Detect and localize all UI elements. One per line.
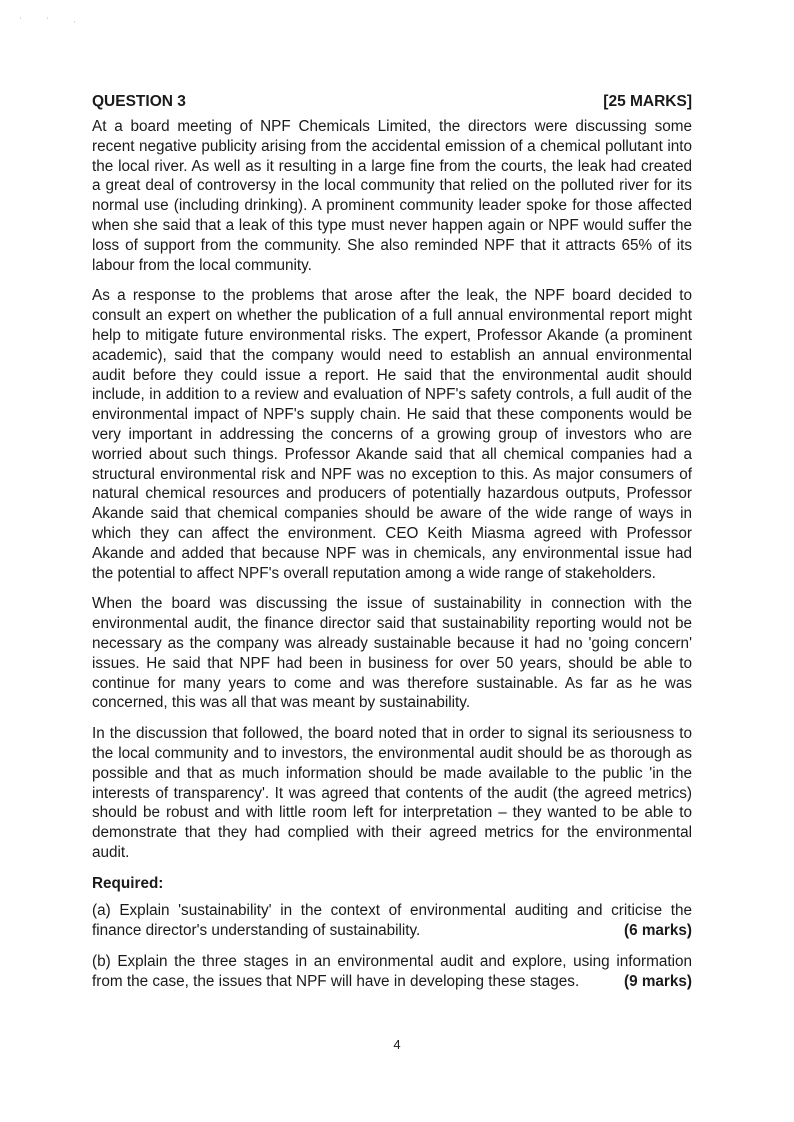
question-a-text: (a) Explain 'sustainability' in the context of environmental auditing and criticise the finance director's understanding of sustainability. <box>92 902 692 940</box>
question-b-marks: (9 marks) <box>623 972 692 990</box>
question-title: QUESTION 3 <box>92 93 186 110</box>
paragraph-4: In the discussion that followed, the board noted that in order to signal its seriousness to the local community and to investors, the environmental audit should be as thorough as possible and that as much information should be made available to the public 'in the interests of transparency'. It was agreed that contents of the audit (the agreed metrics) should be robust and with little room left for interpretation – they wanted to be able to demonstrate that they had complied with their agreed metrics for the environmental audit. <box>92 725 692 861</box>
question-marks: [25 MARKS] <box>603 93 692 110</box>
required-label: Required: <box>92 874 164 892</box>
question-a <box>92 901 692 941</box>
paragraph-2: As a response to the problems that arose after the leak, the NPF board decided to consult an expert on whether the publication of a full annual environmental report might help to mitigate future environmental risks. The expert, Professor Akande (a prominent academic), said that the company would need to establish an annual environmental audit before they could issue a report. He said that the environmental audit should include, in addition to a review and evaluation of NPF's safety controls, a full audit of the environmental impact of NPF's supply chain. He said that these components would be very important in addressing the concerns of a growing group of investors who are worried about such things. Professor Akande said that all chemical companies had a structural environmental risk and NPF was no exception to this. As major consumers of natural chemical resources and producers of potentially hazardous outputs, Professor Akande said that chemical companies should be aware of the wide range of ways in which they can affect the environment. CEO Keith Miasma agreed with Professor Akande and added that because NPF was in chemicals, any environmental issue had the potential to affect NPF's overall reputation among a wide range of stakeholders. <box>92 287 692 582</box>
question-a-marks: (6 marks) <box>623 922 692 940</box>
scan-specks: ' ' , <box>20 18 88 24</box>
document-page <box>92 93 692 1003</box>
paragraph-3: When the board was discussing the issue of sustainability in connection with the environmental audit, the finance director said that sustainability reporting would not be necessary as the company was already sustainable because it had no 'going concern' issues. He said that NPF had been in business for over 50 years, should be able to continue for many years to come and was therefore sustainable. As far as he was concerned, this was all that was meant by sustainability. <box>92 595 692 712</box>
paragraph-1: At a board meeting of NPF Chemicals Limited, the directors were discussing some recent negative publicity arising from the accidental emission of a chemical pollutant into the local river. As well as it resulting in a large fine from the courts, the leak had created a great deal of controversy in the local community that relied on the polluted river for its normal use (including drinking). A prominent community leader spoke for those affected when she said that a leak of this type must never happen again or NPF would suffer the loss of support from the community. She also reminded NPF that it attracts 65% of its labour from the local community. <box>92 118 692 274</box>
question-b-text: (b) Explain the three stages in an environmental audit and explore, using information from the case, the issues that NPF will have in developing these stages. <box>92 953 692 990</box>
question-b <box>92 952 692 992</box>
question-header <box>92 93 692 111</box>
page-number: 4 <box>393 1037 401 1052</box>
